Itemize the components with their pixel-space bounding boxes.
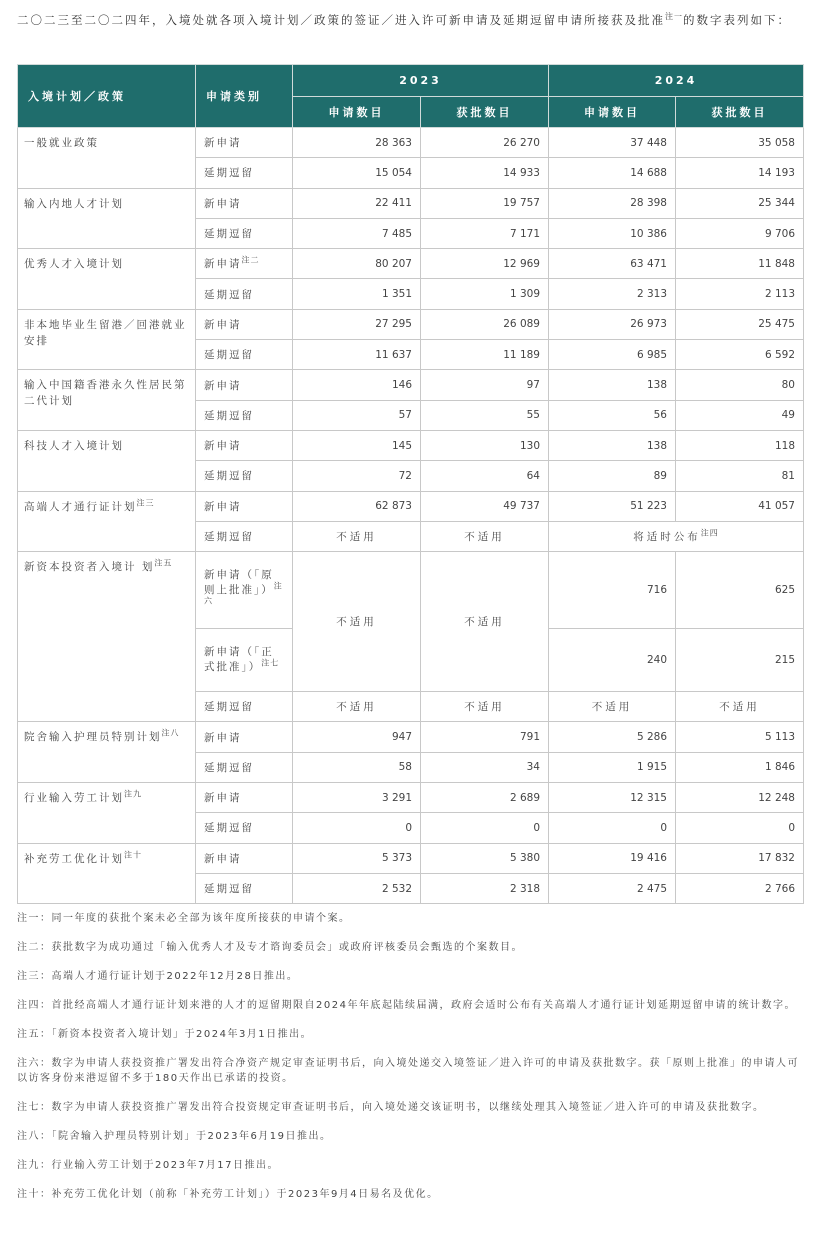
cell-value: 9 706 [676, 218, 804, 248]
note-ref: 注二 [241, 255, 260, 265]
program-label: 高端人才通行证计划 [24, 500, 137, 513]
footnote-9: 注九：行业输入劳工计划于2023年7月17日推出。 [17, 1160, 280, 1171]
cell-value: 34 [421, 752, 549, 782]
note-ref: 注四 [700, 528, 719, 538]
cell-value: 11 189 [421, 340, 549, 370]
cell-to-be-published [549, 521, 804, 551]
note-ref: 注六 [204, 581, 283, 606]
cell-value: 0 [293, 813, 421, 843]
cell-not-applicable: 不适用 [676, 692, 804, 722]
cell-value: 1 915 [549, 752, 676, 782]
footnote-3: 注三：高端人才通行证计划于2022年12月28日推出。 [17, 971, 299, 982]
cell-value: 26 270 [421, 128, 549, 158]
cell-value: 37 448 [549, 128, 676, 158]
cell-value: 240 [549, 629, 676, 692]
table-row [18, 370, 804, 400]
category-new: 新申请 [196, 188, 293, 218]
cell-value: 26 089 [421, 309, 549, 339]
category-new-label: 新申请 [204, 258, 242, 271]
cell-value: 27 295 [293, 309, 421, 339]
cell-value: 11 848 [676, 249, 804, 279]
category-new-in-principle [196, 552, 293, 629]
cell-value: 63 471 [549, 249, 676, 279]
category-extension: 延期逗留 [196, 461, 293, 491]
table-row [18, 430, 804, 460]
category-extension: 延期逗留 [196, 692, 293, 722]
header-category: 申请类别 [196, 65, 293, 128]
table-row [18, 491, 804, 521]
table-row [18, 722, 804, 752]
cell-not-applicable: 不适用 [421, 552, 549, 692]
category-extension: 延期逗留 [196, 521, 293, 551]
program-label: 补充劳工优化计划 [24, 852, 124, 865]
footnote-1: 注一：同一年度的获批个案未必全部为该年度所接获的申请个案。 [17, 913, 351, 924]
cell-value: 89 [549, 461, 676, 491]
note-ref: 注五 [154, 558, 173, 568]
cell-value: 6 985 [549, 340, 676, 370]
cell-value: 64 [421, 461, 549, 491]
program-technology-talent: 科技人才入境计划 [18, 430, 196, 491]
table-body [18, 128, 804, 904]
cell-value: 12 315 [549, 783, 676, 813]
cell-value: 22 411 [293, 188, 421, 218]
cell-not-applicable: 不适用 [421, 692, 549, 722]
cell-value: 625 [676, 552, 804, 629]
table-row [18, 128, 804, 158]
cell-value: 14 688 [549, 158, 676, 188]
category-new: 新申请 [196, 430, 293, 460]
cell-value: 3 291 [293, 783, 421, 813]
program-label: 行业输入劳工计划 [24, 792, 124, 805]
program-quality-migrant: 优秀人才入境计划 [18, 249, 196, 310]
program-non-local-graduates: 非本地毕业生留港／回港就业安排 [18, 309, 196, 370]
cell-value: 14 193 [676, 158, 804, 188]
cell-value: 2 475 [549, 873, 676, 903]
cell-value: 81 [676, 461, 804, 491]
cell-value: 58 [293, 752, 421, 782]
category-new: 新申请 [196, 722, 293, 752]
program-supplementary-labour [18, 843, 196, 904]
note-ref: 注八 [161, 728, 180, 738]
intro-paragraph [17, 10, 807, 30]
footnote-6: 注六：数字为申请人获投资推广署发出符合净资产规定审查证明书后，向入境处递交入境签证／进入许可的申请及获批数字。获「原则上批准」的申请人可以访客身份来港逗留不多于180天作出已承诺的投资。 [17, 1058, 799, 1084]
table-row [18, 309, 804, 339]
category-label: 新申请（「正式批准」） [204, 646, 274, 674]
footnote-10: 注十：补充劳工优化计划（前称「补充劳工计划」）于2023年9月4日易名及优化。 [17, 1189, 439, 1200]
program-sector-labour [18, 783, 196, 844]
cell-value: 57 [293, 400, 421, 430]
cell-value: 12 969 [421, 249, 549, 279]
cell-value: 17 832 [676, 843, 804, 873]
cell-value: 138 [549, 430, 676, 460]
cell-not-applicable: 不适用 [293, 521, 421, 551]
cell-value: 6 592 [676, 340, 804, 370]
cell-value: 2 532 [293, 873, 421, 903]
footnote-4: 注四：首批经高端人才通行证计划来港的人才的逗留期限自2024年年底起陆续届满，政府会适时公布有关高端人才通行证计划延期逗留申请的统计数字。 [17, 1000, 796, 1011]
table-row [18, 552, 804, 629]
intro-text-tail: 的数字表列如下： [683, 13, 791, 27]
cell-value: 2 689 [421, 783, 549, 813]
cell-value: 10 386 [549, 218, 676, 248]
cell-value: 716 [549, 552, 676, 629]
cell-value: 28 363 [293, 128, 421, 158]
category-new: 新申请 [196, 491, 293, 521]
header-year-2024: 2024 [549, 65, 804, 97]
cell-value: 145 [293, 430, 421, 460]
program-care-workers [18, 722, 196, 783]
header-2023-received: 申请数目 [293, 97, 421, 128]
category-new: 新申请 [196, 128, 293, 158]
cell-value: 215 [676, 629, 804, 692]
header-program: 入境计划／政策 [18, 65, 196, 128]
program-top-talent-pass [18, 491, 196, 552]
footnote-5: 注五：「新资本投资者入境计划」于2024年3月1日推出。 [17, 1029, 313, 1040]
cell-value: 15 054 [293, 158, 421, 188]
category-new: 新申请 [196, 370, 293, 400]
header-2024-received: 申请数目 [549, 97, 676, 128]
cell-value: 947 [293, 722, 421, 752]
note-ref: 注九 [124, 789, 142, 799]
footnote-7: 注七：数字为申请人获投资推广署发出符合投资规定审查证明书后，向入境处递交该证明书，以继续处理其入境签证／进入许可的申请及获批数字。 [17, 1102, 765, 1113]
cell-value: 2 766 [676, 873, 804, 903]
cell-value: 26 973 [549, 309, 676, 339]
cell-value: 1 846 [676, 752, 804, 782]
to-be-published-label: 将适时公布 [633, 531, 701, 543]
cell-value: 0 [421, 813, 549, 843]
table-row [18, 783, 804, 813]
program-general-employment: 一般就业政策 [18, 128, 196, 189]
category-new [196, 249, 293, 279]
cell-value: 1 351 [293, 279, 421, 309]
intro-text: 二〇二三至二〇二四年，入境处就各项入境计划／政策的签证／进入许可新申请及延期逗留申请所接获及批准 [17, 13, 665, 27]
cell-value: 51 223 [549, 491, 676, 521]
note-ref: 注七 [261, 658, 280, 668]
table-row [18, 843, 804, 873]
footnotes [17, 911, 807, 1216]
cell-value: 0 [549, 813, 676, 843]
cell-value: 72 [293, 461, 421, 491]
cell-value: 97 [421, 370, 549, 400]
category-extension: 延期逗留 [196, 752, 293, 782]
cell-value: 12 248 [676, 783, 804, 813]
cell-value: 118 [676, 430, 804, 460]
cell-value: 2 113 [676, 279, 804, 309]
note-ref: 注三 [136, 498, 155, 508]
cell-value: 49 [676, 400, 804, 430]
table-row [18, 249, 804, 279]
category-new: 新申请 [196, 309, 293, 339]
category-new: 新申请 [196, 843, 293, 873]
program-label: 新资本投资者入境计 划 [24, 561, 155, 574]
cell-value: 2 313 [549, 279, 676, 309]
cell-value: 41 057 [676, 491, 804, 521]
cell-value: 5 373 [293, 843, 421, 873]
note-ref: 注十 [124, 850, 142, 860]
header-year-2023: 2023 [293, 65, 549, 97]
category-extension: 延期逗留 [196, 400, 293, 430]
cell-value: 56 [549, 400, 676, 430]
program-new-capital-investment [18, 552, 196, 722]
cell-value: 5 113 [676, 722, 804, 752]
cell-value: 19 757 [421, 188, 549, 218]
cell-value: 1 309 [421, 279, 549, 309]
cell-value: 146 [293, 370, 421, 400]
statistics-table [17, 64, 804, 904]
cell-value: 138 [549, 370, 676, 400]
cell-value: 49 737 [421, 491, 549, 521]
cell-value: 80 207 [293, 249, 421, 279]
cell-value: 11 637 [293, 340, 421, 370]
cell-value: 19 416 [549, 843, 676, 873]
cell-not-applicable: 不适用 [421, 521, 549, 551]
cell-value: 0 [676, 813, 804, 843]
cell-value: 35 058 [676, 128, 804, 158]
category-new-formal [196, 629, 293, 692]
header-2023-approved: 获批数目 [421, 97, 549, 128]
table-row [18, 188, 804, 218]
footnote-8: 注八：「院舍输入护理员特别计划」于2023年6月19日推出。 [17, 1131, 332, 1142]
cell-not-applicable: 不适用 [293, 692, 421, 722]
cell-value: 80 [676, 370, 804, 400]
category-extension: 延期逗留 [196, 873, 293, 903]
cell-value: 7 485 [293, 218, 421, 248]
cell-value: 7 171 [421, 218, 549, 248]
cell-not-applicable: 不适用 [549, 692, 676, 722]
cell-value: 14 933 [421, 158, 549, 188]
cell-value: 5 286 [549, 722, 676, 752]
cell-value: 2 318 [421, 873, 549, 903]
category-extension: 延期逗留 [196, 218, 293, 248]
intro-note-ref: 注一 [665, 12, 683, 22]
cell-value: 25 475 [676, 309, 804, 339]
table-header [18, 65, 804, 128]
program-second-generation: 输入中国籍香港永久性居民第二代计划 [18, 370, 196, 431]
cell-value: 28 398 [549, 188, 676, 218]
category-label: 新申请（「原则上批准」） [204, 568, 274, 596]
cell-value: 62 873 [293, 491, 421, 521]
category-extension: 延期逗留 [196, 158, 293, 188]
cell-value: 25 344 [676, 188, 804, 218]
cell-value: 791 [421, 722, 549, 752]
footnote-2: 注二：获批数字为成功通过「输入优秀人才及专才谘询委员会」或政府评核委员会甄选的个案数目。 [17, 942, 523, 953]
cell-value: 5 380 [421, 843, 549, 873]
program-mainland-talents: 输入内地人才计划 [18, 188, 196, 249]
cell-not-applicable: 不适用 [293, 552, 421, 692]
header-2024-approved: 获批数目 [676, 97, 804, 128]
cell-value: 55 [421, 400, 549, 430]
category-extension: 延期逗留 [196, 340, 293, 370]
cell-value: 130 [421, 430, 549, 460]
category-extension: 延期逗留 [196, 279, 293, 309]
category-new: 新申请 [196, 783, 293, 813]
program-label: 院舍输入护理员特别计划 [24, 731, 162, 744]
category-extension: 延期逗留 [196, 813, 293, 843]
